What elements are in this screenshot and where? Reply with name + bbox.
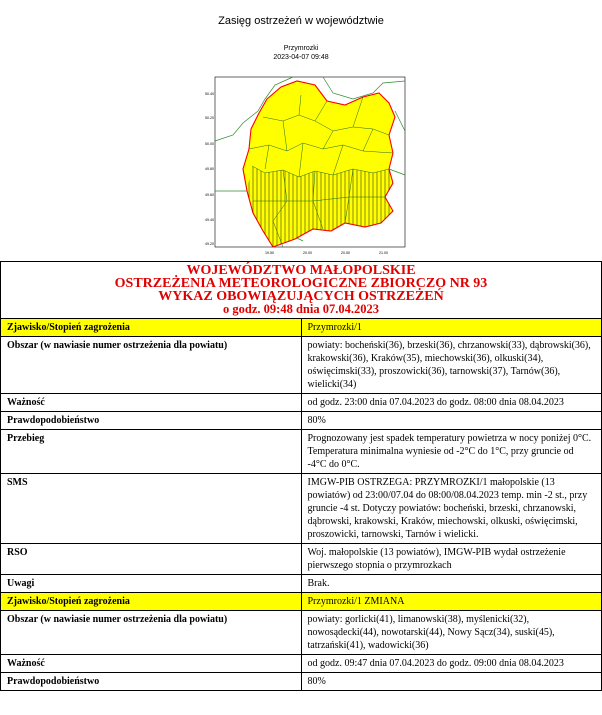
table-row [1,319,602,337]
table-row [1,593,602,611]
row-label: Uwagi [1,575,302,593]
row-label: Zjawisko/Stopień zagrożenia [1,593,302,611]
x-tick-label: 20.50 [341,251,350,255]
row-label: Prawdopodobieństwo [1,412,302,430]
row-label: Obszar (w nawiasie numer ostrzeżenia dla powiatu) [1,337,302,394]
y-tick-label: 49.60 [205,193,214,197]
row-label: Przebieg [1,430,302,474]
map-svg [203,71,408,257]
row-label: Prawdopodobieństwo [1,673,302,691]
y-tick-label: 50.40 [205,92,214,96]
row-value: Przymrozki/1 ZMIANA [301,593,602,611]
row-label: Ważność [1,394,302,412]
y-tick-label: 49.40 [205,218,214,222]
row-value: od godz. 09:47 dnia 07.04.2023 do godz. 09:00 dnia 08.04.2023 [301,655,602,673]
y-tick-label: 50.20 [205,116,214,120]
table-row [1,673,602,691]
row-label: Zjawisko/Stopień zagrożenia [1,319,302,337]
table-row [1,337,602,394]
warning-map [203,71,408,257]
y-tick-label: 49.20 [205,242,214,246]
row-value: powiaty: bocheński(36), brzeski(36), chrzanowski(33), dąbrowski(36), krakowski(36), Kraków(35), miechowski(36), olkuski(34), oświęcimski(33), proszowicki(36), tarnowski(37), Tarnów(36), wielicki(34) [301,337,602,394]
table-row [1,430,602,474]
table-row [1,474,602,544]
row-value: Przymrozki/1 [301,319,602,337]
map-caption [0,44,602,62]
row-label: Obszar (w nawiasie numer ostrzeżenia dla powiatu) [1,611,302,655]
warnings-table [0,261,602,691]
row-value: Woj. małopolskie (13 powiatów), IMGW-PIB wydał ostrzeżenie pierwszego stopnia o przymrozkach [301,544,602,575]
table-header-row [1,262,602,319]
row-label: SMS [1,474,302,544]
header-voivodeship: WOJEWÓDZTWO MAŁOPOLSKIE [186,263,416,278]
table-row [1,394,602,412]
row-value: Prognozowany jest spadek temperatury powietrza w nocy poniżej 0°C. Temperatura minimalna wyniesie od -2°C do 1°C, przy gruncie od -4°C do 0°C. [301,430,602,474]
table-row [1,611,602,655]
row-value: Brak. [301,575,602,593]
page-title: Zasięg ostrzeżeń w województwie [218,15,384,27]
x-tick-label: 20.00 [303,251,312,255]
row-label: Ważność [1,655,302,673]
map-caption-phenomenon: Przymrozki [283,45,319,52]
x-tick-label: 21.00 [379,251,388,255]
row-value: 80% [301,673,602,691]
row-value: od godz. 23:00 dnia 07.04.2023 do godz. 08:00 dnia 08.04.2023 [301,394,602,412]
row-label: RSO [1,544,302,575]
table-row [1,575,602,593]
row-value: IMGW-PIB OSTRZEGA: PRZYMROZKI/1 małopolskie (13 powiatów) od 23:00/07.04 do 08:00/08.04.2023 temp. min -2 st., przy gruncie -4 st. Dotyczy powiatów: bocheński, brzeski, chrzanowski, dąbrowski, krakowski, Kraków, miechowski, olkuski, oświęcimski, proszowicki, tarnowski, Tarnów i wielicki. [301,474,602,544]
row-value: powiaty: gorlicki(41), limanowski(38), myślenicki(32), nowosądecki(44), nowotarski(44), Nowy Sącz(34), suski(45), tatrzański(41), wadowicki(36) [301,611,602,655]
table-row [1,655,602,673]
header-bulletin: OSTRZEŻENIA METEOROLOGICZNE ZBIORCZO NR 93 [114,276,488,291]
header-issue-time: o godz. 09:48 dnia 07.04.2023 [223,302,379,316]
table-header [1,262,602,319]
table-row [1,412,602,430]
table-row [1,544,602,575]
x-tick-label: 19.50 [265,251,274,255]
map-caption-date: 2023-04-07 09:48 [273,54,329,61]
y-tick-label: 49.80 [205,167,214,171]
y-tick-label: 50.00 [205,142,214,146]
header-list-title: WYKAZ OBOWIĄZUJĄCYCH OSTRZEŻEŃ [158,289,444,304]
row-value: 80% [301,412,602,430]
